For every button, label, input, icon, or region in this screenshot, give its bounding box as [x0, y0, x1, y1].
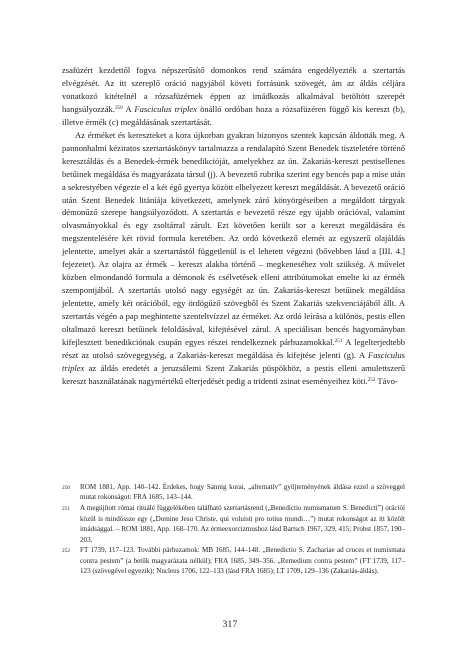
- footnote-number: 250: [62, 484, 71, 491]
- paragraph-2-text: A legelterjedtebb részt az utolsó szövegegység, a Zakariás-kereszt megáldása és kifejtése jelenti (g). A: [62, 337, 405, 360]
- main-text: [62, 64, 405, 388]
- paragraph-2-text: az áldás eredetét a jeruzsálemi Szent Zakariás püspökhöz, a pestis elleni amulettszerű kereszt használatának nagymértékű elterjedését pedig a tridenti zsinat eseményeihez köti.: [62, 362, 405, 386]
- footnote: [62, 482, 405, 503]
- paragraph-2-text: Távo-: [375, 375, 398, 386]
- book-title-italic: Fasciculus triplex: [62, 349, 405, 373]
- paragraph-1: [62, 64, 405, 129]
- footnote-text: ROM 1881, App. 140–142. Érdekes, hogy Sannig korai, „alternatív” gyűjteményének áldása ezzel a szöveggel mutat rokonságot: FRA 1685, 143–144.: [80, 483, 405, 502]
- footnote: [62, 503, 405, 545]
- paragraph-2: [62, 129, 405, 388]
- page-number: 317: [222, 620, 238, 630]
- paragraph-1-text: A: [122, 103, 135, 114]
- footnote-number: 251: [62, 505, 71, 512]
- footnote: [62, 545, 405, 576]
- book-title-italic: Fasciculus triplex: [134, 103, 197, 114]
- footnote-text: FT 1739, 117–123. További párhuzamok: MB 1685, 144–148. „Benedictio S. Zachariae ad cruces et numismata contra pestem” (a betűk magyarázata nélkül); FRA 1685, 349–356. „Remedium contra pestem” (FT 1739, 117–123 (szövegével egyezik); Nucleus 1706, 122–133 (lásd FRA 1685); LT 1709, 129–136 (Zakariás-áldás).: [80, 546, 405, 576]
- footnote-ref-252[interactable]: 252: [367, 376, 376, 383]
- footnotes: [62, 482, 405, 577]
- footnote-text: A megújított római rituálé függelékében található szertartásrend („Benedictio numismatum S. Benedicti”) orációi közül is mindössze egy („Domine Jesu Christe, qui voluisti pro totius mundi…”) mutat rokonságot az itt közölt imádsággal. – ROM 1881, App. 168–170. Az érmeexorcizmushoz lásd Bartsch 1967, 329, 415; Probst 1857, 190–203.: [80, 504, 405, 544]
- footnote-number: 252: [62, 547, 71, 554]
- footnote-ref-251[interactable]: 251: [334, 338, 343, 345]
- paragraph-1-text: zsafüzért kezdettől fogva népszerűsítő domonkos rend számára engedélyezték a szertartás elvégzését. Az itt szereplő oráció nagyjából követi forrásunk szövegét, ám az áldás céljára vonatkozó kitételnél a rózsafüzérnek éppen az imádkozás alkalmával betöltött szerepét hangsúlyozzák.: [62, 65, 405, 114]
- paragraph-2-text: Az érméket és kereszteket a kora újkorban gyakran bizonyos szentek kapcsán áldották meg. A pannonhalmi kéziratos szertartáskönyv tartalmazza a rendalapító Szent Benedek tiszteletére történő keresztáldás és a Benedek-érmék benedikcióját, amelyekhez az ún. Zakariás-kereszt pestisellenes betűinek megáldása és magyarázata társul (j). A bevezető rubrika szerint egy bencés pap a mise után a sekrestyében végezte el a két égő gyertya között elhelyezett kereszt megáldását. A bevezető oráció után Szent Benedek litániája következett, amelynek záró könyörgéseiben a megáldott tárgyak démonűző szerepe hangsúlyozódott. A szertartás e bevezető része egy újabb orációval, valamint olvasmányokkal és egy zsoltárral zárult. Ezt követően került sor a kereszt megáldására és megszentelésére két rövid formula keretében. Az ordó következő elemét az egyszerű olajáldás jelentette, amelyet akár a szertartástól függetlenül is el lehetett végezni (bővebben lásd a [III. 4.] fejezetet). Az olajra az érmék – kereszt alakba történő – megkeneséhez volt szükség. A művelet közben elmondandó formula a démonok és csélvetések elleni attribútumokat emelte ki az érmék szempontjából. A szertartás utolsó nagy egységét az ún. Zakariás-kereszt betűinek megáldása jelentette, amely két orációból, egy ördögűző szövegből és Szent Zakariás szekvenciájából állt. A szertartás végén a pap meghintette szenteltvízzel az érméket. Az ordó leírása a különös, pestis ellen oltalmazó kereszt betűinek feloldásával, kifejtésével zárul. A speciálisan bencés hagyományban kifejlesztett benedikciónak csupán egyes részei rendelkeznek párhuzamokkal.: [62, 129, 405, 348]
- footnote-ref-250[interactable]: 250: [114, 104, 123, 111]
- paragraph-1-text: önálló ordóban hoza a rózsafüzéren függő kis kereszt (b), illetve érmék (c) megáldásának szertartását.: [62, 103, 405, 127]
